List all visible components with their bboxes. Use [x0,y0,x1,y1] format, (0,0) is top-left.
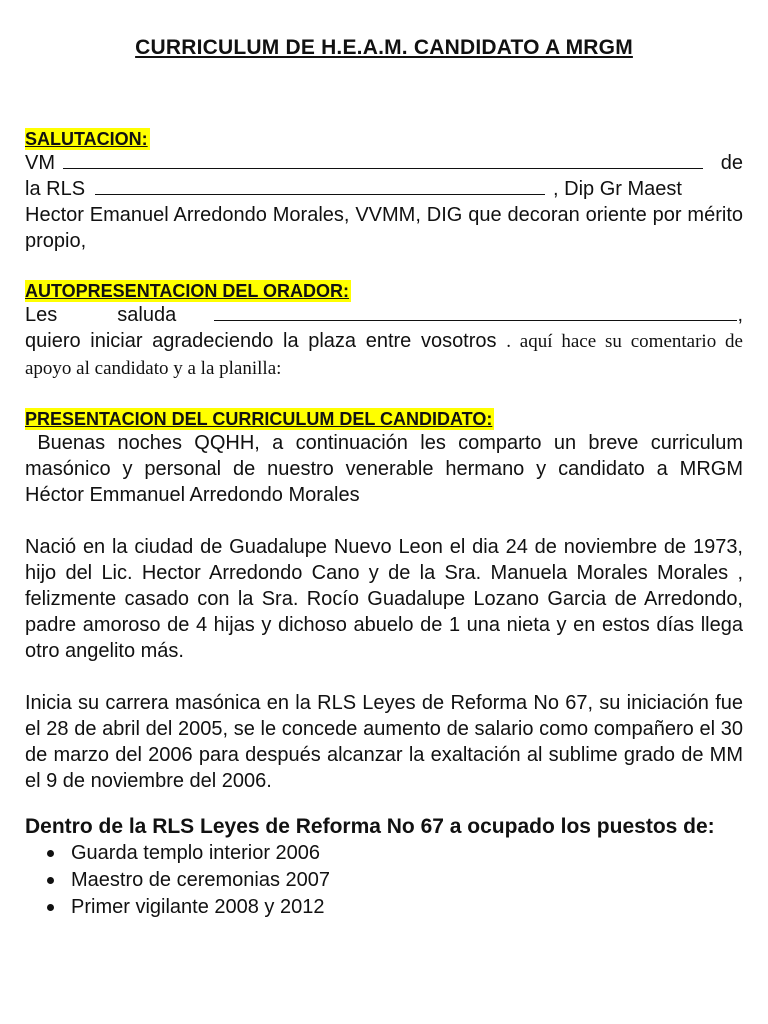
salutacion-de-label: de [720,152,743,174]
salutacion-text: Hector Emanuel Arredondo Morales, VVMM, DIG que decoran oriente por mérito propio, [25,204,743,252]
list-item [47,867,743,894]
document-title: CURRICULUM DE H.E.A.M. CANDIDATO A MRGM [135,36,633,59]
puesto-label: Primer vigilante 2008 y 2012 [71,896,325,918]
autopresentacion-section [25,280,743,382]
salutacion-line-2 [25,176,743,202]
presentacion-para-1: Buenas noches QQHH, a continuación les comparto un breve curriculum masónico y personal de nuestro venerable hermano y candidato a MRGM Héctor Emmanuel Arredondo Morales [25,432,743,506]
puestos-section [25,814,743,921]
salutacion-vm-label: VM [25,152,55,174]
bullet-icon [47,904,54,911]
autopresentacion-heading: AUTOPRESENTACION DEL ORADOR: [25,281,350,301]
puestos-heading: Dentro de la RLS Leyes de Reforma No 67 a ocupado los puestos de: [25,815,715,838]
presentacion-section [25,408,743,794]
salutacion-line-1 [25,150,743,176]
rls-name-blank [95,176,545,195]
presentacion-para-3: Inicia su carrera masónica en la RLS Leyes de Reforma No 67, su iniciación fue el 28 de abril del 2005, se le concede aumento de salario como compañero el 30 de marzo del 2006 para después alcanzar la exaltación al sublime grado de MM el 9 de noviembre del 2006. [25,692,743,792]
puesto-label: Guarda templo interior 2006 [71,842,321,864]
salutacion-heading: SALUTACION: [25,129,148,149]
presentacion-heading: PRESENTACION DEL CURRICULUM DEL CANDIDATO: [25,409,493,429]
document-body [25,128,743,921]
presentacion-para-2: Nació en la ciudad de Guadalupe Nuevo Leon el dia 24 de noviembre de 1973, hijo del Lic. Hector Arredondo Cano y de la Sra. Manuela Morales Morales , felizmente casado con la Sra. Rocío Guadalupe Lozano Garcia de Arredondo, padre amoroso de 4 hijas y dichoso abuelo de 1 una nieta y en estos días llega otro angelito más. [25,536,743,662]
autopresentacion-serif-note: . aquí hace su comentario de apoyo al candidato y a la planilla: [25,331,743,379]
autopresentacion-line-2: quiero iniciar agradeciendo la plaza entre vosotros [25,330,497,352]
list-item [47,840,743,867]
autopresentacion-text [25,328,743,382]
bullet-icon [47,850,54,857]
salutacion-section [25,128,743,254]
puesto-label: Maestro de ceremonias 2007 [71,869,331,891]
bullet-icon [47,877,54,884]
vm-name-blank [63,150,703,169]
comma-label: , [737,304,743,326]
salutacion-dip-label: , Dip Gr Maest [553,178,682,200]
les-label: Les [25,304,58,326]
saluda-label: saluda [117,304,177,326]
salutacion-rls-label: la RLS [25,178,86,200]
autopresentacion-line-1 [25,302,743,328]
list-item [47,894,743,921]
orador-name-blank [214,302,737,321]
puestos-list [25,840,743,921]
